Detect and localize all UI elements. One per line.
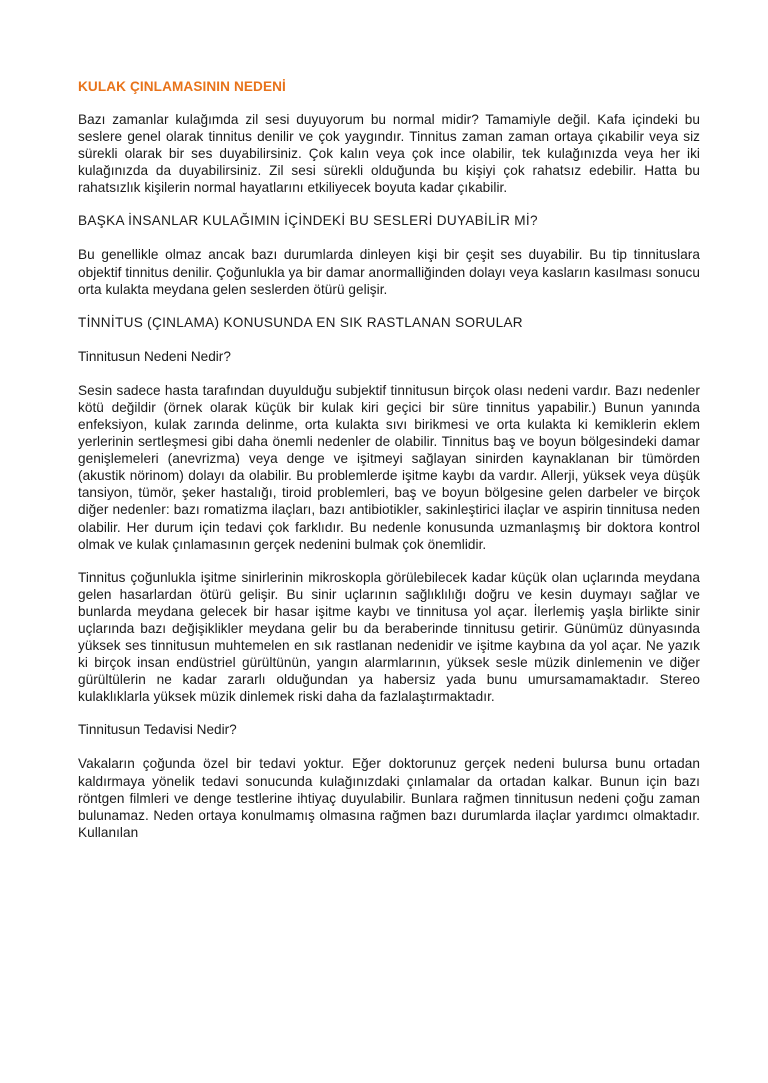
faq-heading: TİNNİTUS (ÇINLAMA) KONUSUNDA EN SIK RASTLANAN SORULAR (78, 314, 523, 330)
treatment-paragraph: Vakaların çoğunda özel bir tedavi yoktur. Eğer doktorunuz gerçek nedeni bulursa bunu ortadan kaldırmaya yönelik tedavi sonucunda kulağınızdaki çınlamalar da ortadan kalkar. Bunun için bazı röntgen filmleri ve denge testlerine ihtiyaç duyulabilir. Bunlara rağmen tinnitusun nedeni çoğu zaman bulunamaz. Neden ortaya konulmamış olmasına rağmen bazı durumlarda ilaçlar yardımcı olmaktadır. Kullanılan (78, 756, 700, 840)
cause-paragraph-1: Sesin sadece hasta tarafından duyulduğu subjektif tinnitusun birçok olası nedeni vardır. Bazı nedenler kötü değildir (örnek olarak küçük bir kulak kiri geçici bir süre tinnitus yapabilir.) Bunun yanında enfeksiyon, kulak zarında delinme, orta kulakta sıvı birikmesi ve orta kulakta ki kemiklerin eklem yerlerinin sertleşmesi gibi daha önemli nedenler de olabilir. Tinnitus baş ve boyun bölgesindeki damar genişlemeleri (anevrizma) veya denge ve işitmeyi sağlayan sinirden kaynaklanan bir tümörden (akustik nörinom) dolayı da olabilir. Bu problemlerde işitme kaybı da vardır. Allerji, yüksek veya düşük tansiyon, tümör, şeker hastalığı, tiroid problemleri, baş ve boyun bölgesine gelen darbeler ve birçok diğer nedenler: bazı romatizma ilaçları, bazı antibiotikler, sakinleştirici ilaçlar ve aspirin tinnitusa neden olabilir. Her durum için tedavi çok farklıdır. Bu nedenle konusunda uzmanlaşmış bir doktora kontrol olmak ve kulak çınlamasının gerçek nedenini bulmak çok önemlidir. (78, 382, 700, 552)
cause-paragraph-2: Tinnitus çoğunlukla işitme sinirlerinin mikroskopla görülebilecek kadar küçük olan uçlarında meydana gelen hasarlardan ötürü gelişir. Bu sinir uçlarının sağlıklılığı doğru ve kesin duymayı sağlar ve bunlarda meydana gelecek bir hasar işitme kaybı ve tinnitusa yol açar. İlerlemiş yaşla birlikte sinir uçlarında bazı değişiklikler meydana gelir bu da beraberinde tinnitusu getirir. Günümüz dünyasında yüksek ses tinnitusun muhtemelen en sık rastlanan nedenidir ve işitme kaybına da yol açar. Ne yazık ki birçok insan endüstriel gürültünün, yangın alarmlarının, yüksek sesle müzik dinlemenin ve diğer gürültülerin ne kadar zararlı olduğundan ya habersiz yada bunu umursamamaktadır. Stereo kulaklıklarla yüksek müzik dinlemek riski daha da fazlalaştırmaktadır. (78, 569, 700, 705)
document-title: KULAK ÇINLAMASININ NEDENİ (78, 79, 286, 94)
treatment-heading: Tinnitusun Tedavisi Nedir? (78, 722, 237, 738)
question-answer-paragraph: Bu genellikle olmaz ancak bazı durumlarda dinleyen kişi bir çeşit ses duyabilir. Bu tip tinnituslara objektif tinnitus denilir. Çoğunlukla ya bir damar anormalliğinden dolayı veya kasların kasılması sonucu orta kulakta meydana gelen seslerden ötürü gelişir. (78, 247, 700, 297)
question-heading: BAŞKA İNSANLAR KULAĞIMIN İÇİNDEKİ BU SESLERİ DUYABİLİR Mİ? (78, 213, 538, 229)
cause-heading: Tinnitusun Nedeni Nedir? (78, 348, 231, 364)
intro-paragraph: Bazı zamanlar kulağımda zil sesi duyuyorum bu normal midir? Tamamiyle değil. Kafa içindeki bu seslere genel olarak tinnitus denilir ve çok yaygındır. Tinnitus zaman zaman ortaya çıkabilir veya siz sürekli olarak bir ses duyabilirsiniz. Çok kalın veya çok ince olabilir, tek kulağınızda veya her iki kulağınızda da duyabilirsiniz. Zil sesi sürekli olduğunda bu kişiyi çok rahatsız edebilir. Hatta bu rahatsızlık kişilerin normal hayatlarını etkiliyecek boyuta kadar çıkabilir. (78, 112, 700, 196)
document-page (78, 78, 700, 841)
